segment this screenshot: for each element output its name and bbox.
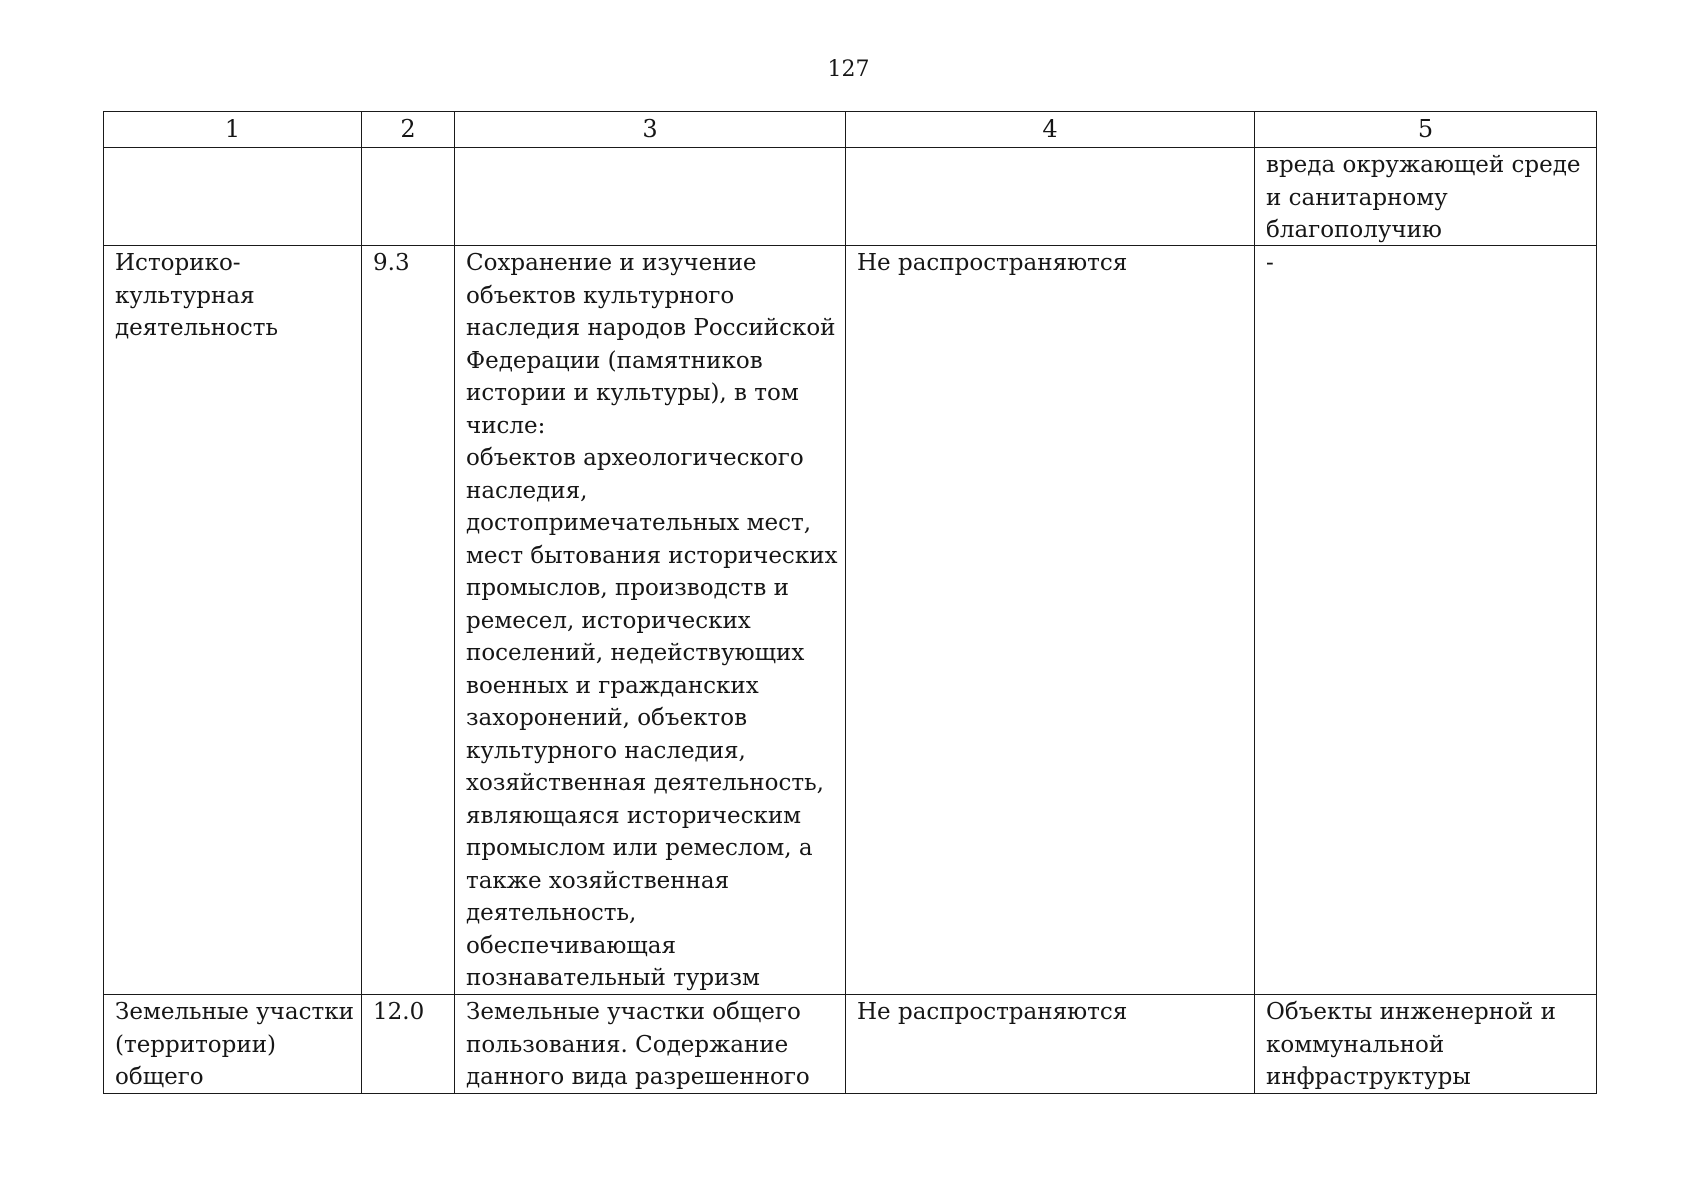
text-line: ремесел, исторических	[466, 607, 751, 634]
text-line: объектов культурного	[466, 282, 735, 309]
text-line: Объекты инженерной и	[1266, 999, 1556, 1025]
table-cell-description	[455, 246, 846, 995]
text-line: объектов археологического	[466, 445, 804, 471]
text-line: захоронений, объектов	[466, 705, 748, 731]
table-cell-restrictions	[1255, 148, 1597, 246]
column-number-5: 5	[1255, 112, 1597, 148]
table-cell-restrictions	[1255, 995, 1597, 1094]
text-line: поселений, недействующих	[466, 640, 805, 666]
text-line: данного вида разрешенного	[466, 1064, 810, 1090]
column-number-4: 4	[846, 112, 1255, 148]
column-number-1: 1	[104, 112, 362, 148]
table-cell-parameters	[846, 246, 1255, 995]
table-row-historical-cultural	[104, 246, 1597, 995]
page-number: 127	[827, 57, 870, 82]
text-line: являющаяся историческим	[466, 802, 802, 829]
text-line: коммунальной	[1266, 1031, 1445, 1058]
text-line: Сохранение и изучение	[466, 250, 757, 276]
table-cell-empty	[455, 148, 846, 246]
text-line: пользования. Содержание	[466, 1031, 789, 1058]
text-line: Не распространяются	[857, 250, 1128, 276]
text-line: вреда окружающей среде	[1266, 152, 1581, 178]
text-line: Земельные участки общего	[466, 999, 801, 1025]
text-line: промыслом или ремеслом, а	[466, 835, 813, 861]
text-line: -	[1266, 250, 1274, 276]
text-line: Федерации (памятников	[466, 347, 763, 374]
table-cell-description	[455, 995, 846, 1094]
text-line: Земельные участки	[115, 999, 354, 1025]
text-line: Историко-	[115, 250, 241, 276]
table-cell-empty	[104, 148, 362, 246]
text-line: 12.0	[373, 999, 425, 1025]
column-number-2: 2	[362, 112, 455, 148]
table-cell-code	[362, 995, 455, 1094]
text-line: Не распространяются	[857, 999, 1128, 1025]
table-row-continuation	[104, 148, 1597, 246]
text-line: и санитарному	[1266, 184, 1448, 211]
table-cell-use-name	[104, 246, 362, 995]
text-line: общего	[115, 1064, 204, 1090]
text-line: истории и культуры), в том	[466, 380, 799, 406]
text-line: хозяйственная деятельность,	[466, 770, 824, 796]
text-line: наследия народов Российской	[466, 315, 836, 341]
text-line: также хозяйственная	[466, 867, 730, 894]
column-number-3: 3	[455, 112, 846, 148]
table-cell-restrictions	[1255, 246, 1597, 995]
text-line: наследия,	[466, 477, 588, 504]
text-line: благополучию	[1266, 217, 1442, 243]
text-line: деятельность,	[466, 900, 637, 926]
text-line: достопримечательных мест,	[466, 510, 812, 536]
text-line: промыслов, производств и	[466, 575, 789, 601]
land-use-table	[103, 111, 1597, 1094]
table-header-row	[104, 112, 1597, 148]
text-line: 9.3	[373, 250, 410, 276]
text-line: (территории)	[115, 1031, 277, 1058]
table-row-public-land	[104, 995, 1597, 1094]
text-line: инфраструктуры	[1266, 1064, 1471, 1090]
text-line: познавательный туризм	[466, 965, 760, 991]
table-cell-code	[362, 246, 455, 995]
text-line: числе:	[466, 412, 546, 439]
text-line: культурного наследия,	[466, 737, 746, 764]
text-line: деятельность	[115, 315, 279, 341]
text-line: обеспечивающая	[466, 932, 676, 959]
table-cell-parameters	[846, 995, 1255, 1094]
table-cell-empty	[846, 148, 1255, 246]
text-line: военных и гражданских	[466, 672, 759, 699]
text-line: культурная	[115, 282, 255, 309]
text-line: мест бытования исторических	[466, 542, 838, 569]
table-cell-use-name	[104, 995, 362, 1094]
table-cell-empty	[362, 148, 455, 246]
